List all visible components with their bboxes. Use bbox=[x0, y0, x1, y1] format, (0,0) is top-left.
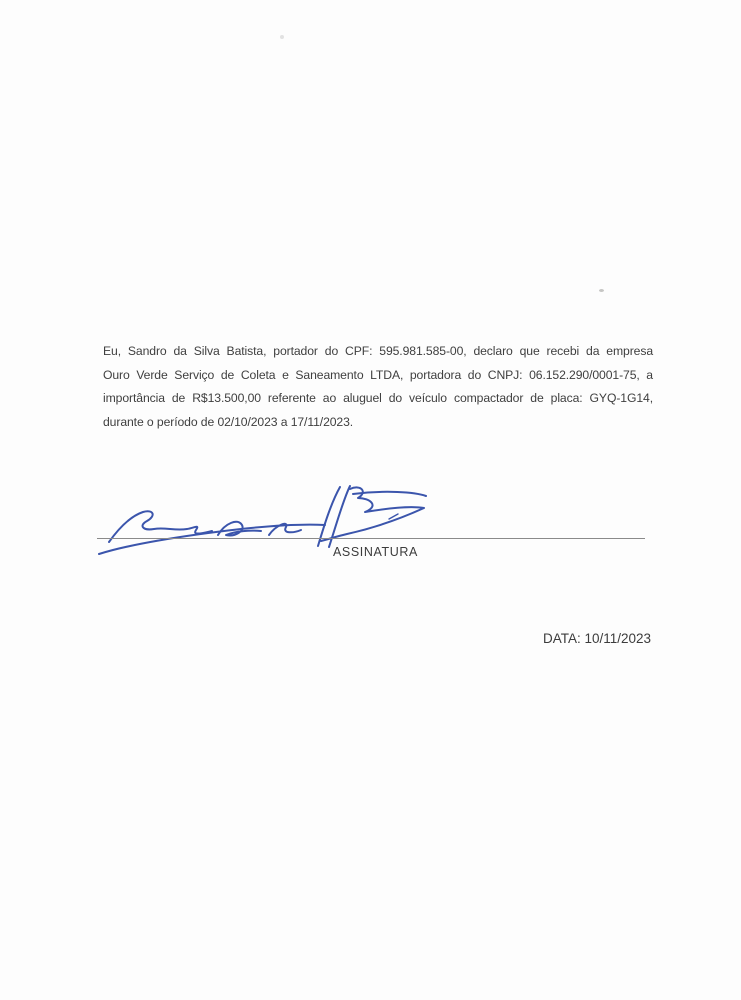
date-text: DATA: 10/11/2023 bbox=[543, 631, 652, 646]
scan-speck bbox=[280, 35, 284, 39]
scan-speck bbox=[599, 289, 604, 292]
paragraph-line: Eu, Sandro da Silva Batista, portador do CPF: 595.981.585-00, declaro que recebi da empresa bbox=[103, 344, 653, 358]
paragraph-line: durante o período de 02/10/2023 a 17/11/2023. bbox=[103, 414, 354, 429]
signature-label: ASSINATURA bbox=[333, 545, 418, 559]
paragraph-line: Ouro Verde Serviço de Coleta e Saneamento LTDA, portadora do CNPJ: 06.152.290/0001-75, a bbox=[103, 367, 653, 382]
signature-line bbox=[97, 538, 645, 539]
declaration-paragraph bbox=[103, 340, 653, 434]
paragraph-line: importância de R$13.500,00 referente ao aluguel do veículo compactador de placa: GYQ-1G14, bbox=[103, 391, 653, 405]
